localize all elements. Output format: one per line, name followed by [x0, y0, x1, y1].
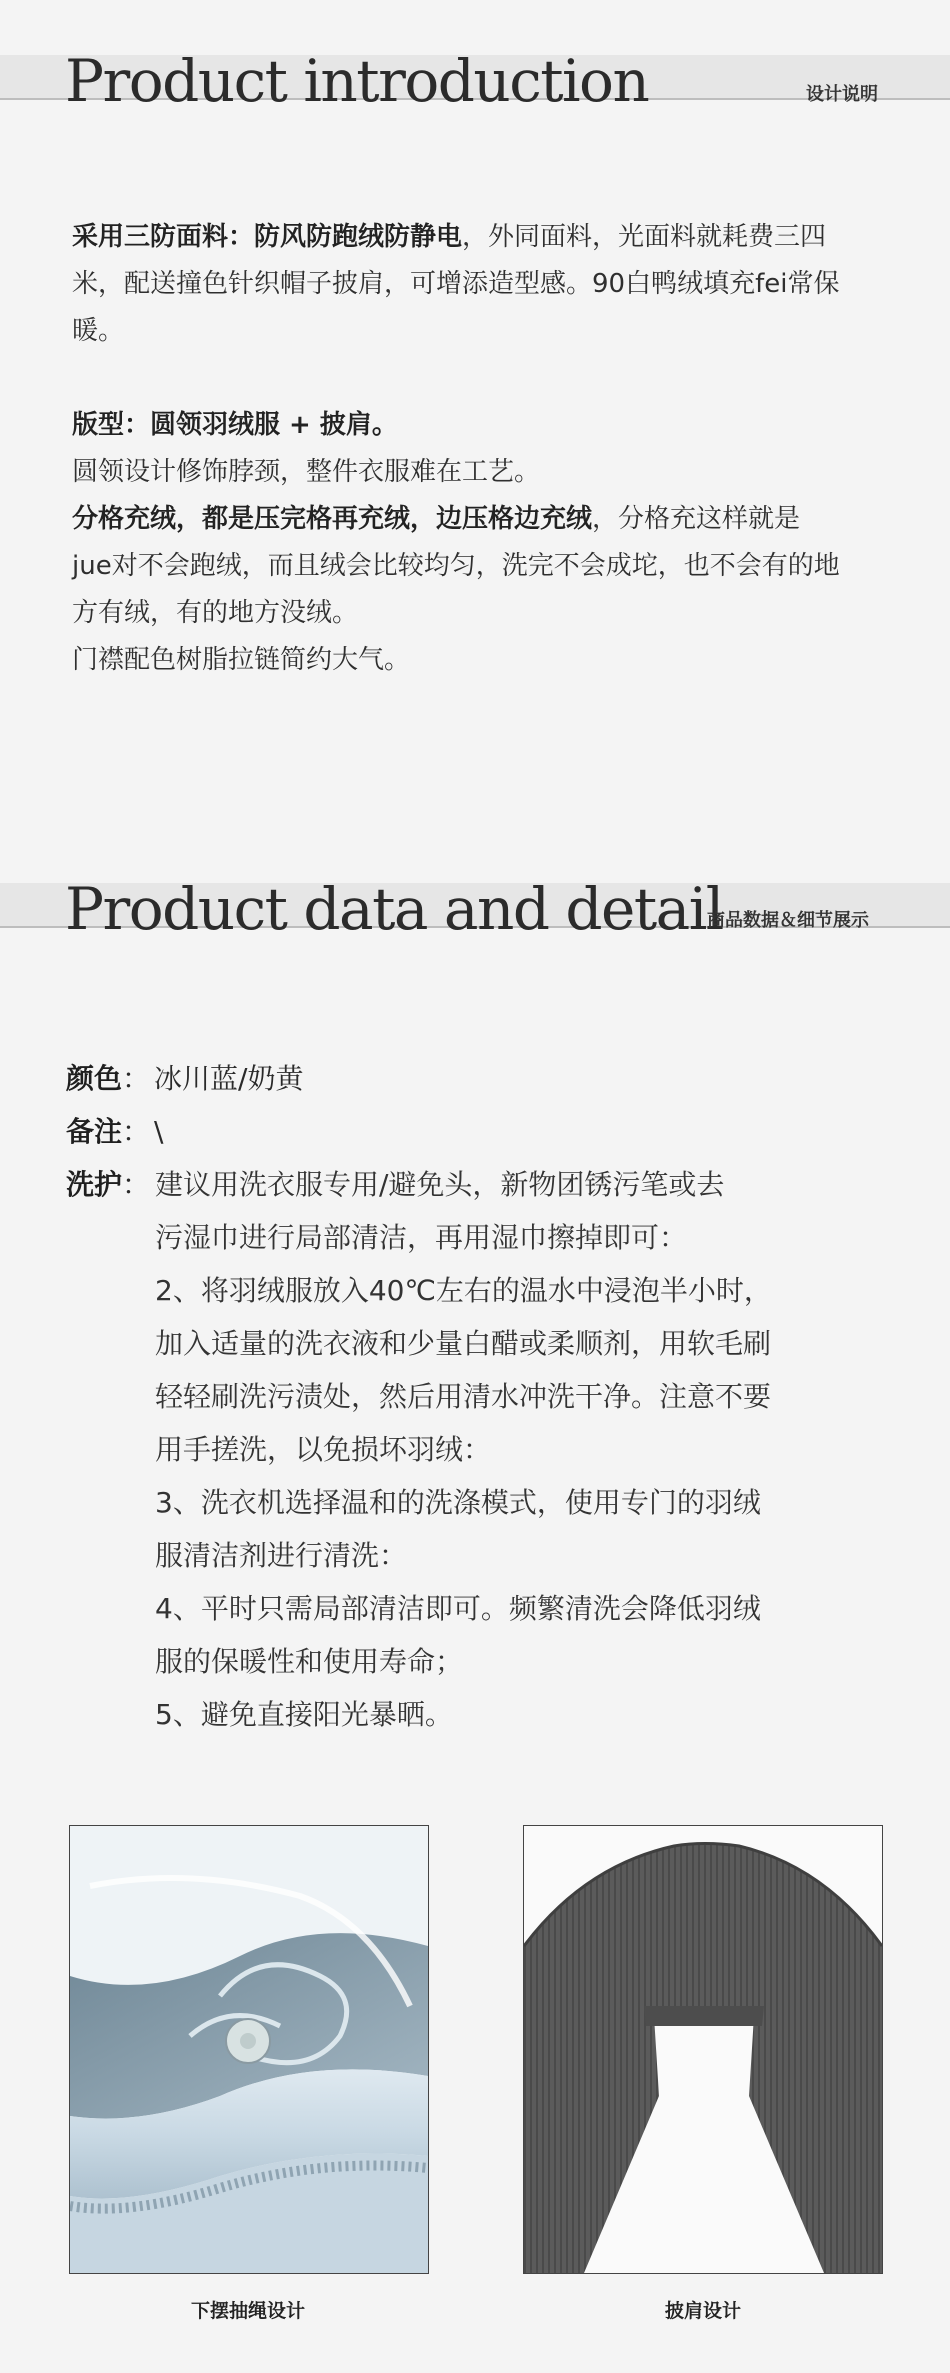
intro-label: 采用三防面料：: [72, 222, 255, 252]
hem-drawstring-caption: 下摆抽绳设计: [191, 2300, 306, 2322]
section-title-detail: Product data and detail: [65, 875, 723, 943]
spec-color: 颜色： 冰川蓝/奶黄: [66, 1062, 304, 1095]
section-subtitle-detail: 商品数据＆细节展示: [707, 910, 869, 931]
spec-care-label: 洗护：: [66, 1168, 151, 1201]
zipper-text: 门襟配色树脂拉链简约大气。: [72, 645, 411, 675]
shawl-illustration: [524, 1826, 882, 2273]
care-instructions: 建议用洗衣服专用/避免头，新物团锈污笔或去 污湿巾进行局部清洁，再用湿巾擦掉即可： 2、将羽绒服放入40℃左右的温水中浸泡半小时， 加入适量的洗衣液和少量白醋或柔顺剂，用软毛刷 轻轻刷洗污渍处，然后用清水冲洗干净。注意不要 用手搓洗，以免损坏羽绒： 3、洗衣机选择温和的洗涤模式，使用专门的羽绒 服清洁剂进行清洗： 4、平时只需局部清洁即可。频繁清洗会降低羽绒 服的保暖性和使用寿命； 5、避免直接阳光暴晒。: [155, 1168, 772, 1731]
hem-drawstring-illustration: [70, 1826, 428, 2273]
intro-paragraph-1: 采用三防面料：防风防跑绒防静电，外同面料，光面料就耗费三四 米，配送撞色针织帽子披肩，可增添造型感。90白鸭绒填充fei常保 暖。: [72, 222, 840, 346]
section-title-intro: Product introduction: [65, 47, 649, 115]
intro-feature: 防风防跑绒防静电: [254, 222, 463, 252]
spec-note: 备注： \: [66, 1115, 164, 1148]
shawl-photo: [523, 1825, 883, 2274]
section-subtitle-intro: 设计说明: [806, 84, 878, 105]
shawl-caption: 披肩设计: [665, 2300, 742, 2322]
hem-drawstring-photo: [69, 1825, 429, 2274]
filling-label: 分格充绒，都是压完格再充绒，边压格边充绒: [72, 504, 593, 534]
collar-text: 圆领设计修饰脖颈，整件衣服难在工艺。: [72, 457, 541, 487]
fit-label: 版型：圆领羽绒服 + 披肩。: [72, 410, 398, 440]
intro-paragraph-2: 版型：圆领羽绒服 + 披肩。 圆领设计修饰脖颈，整件衣服难在工艺。 分格充绒，都是压完格再充绒，边压格边充绒，分格充这样就是 jue对不会跑绒，而且绒会比较均匀，洗完不会成坨，也不会有的地 方有绒，有的地方没绒。 门襟配色树脂拉链简约大气。: [72, 402, 882, 684]
